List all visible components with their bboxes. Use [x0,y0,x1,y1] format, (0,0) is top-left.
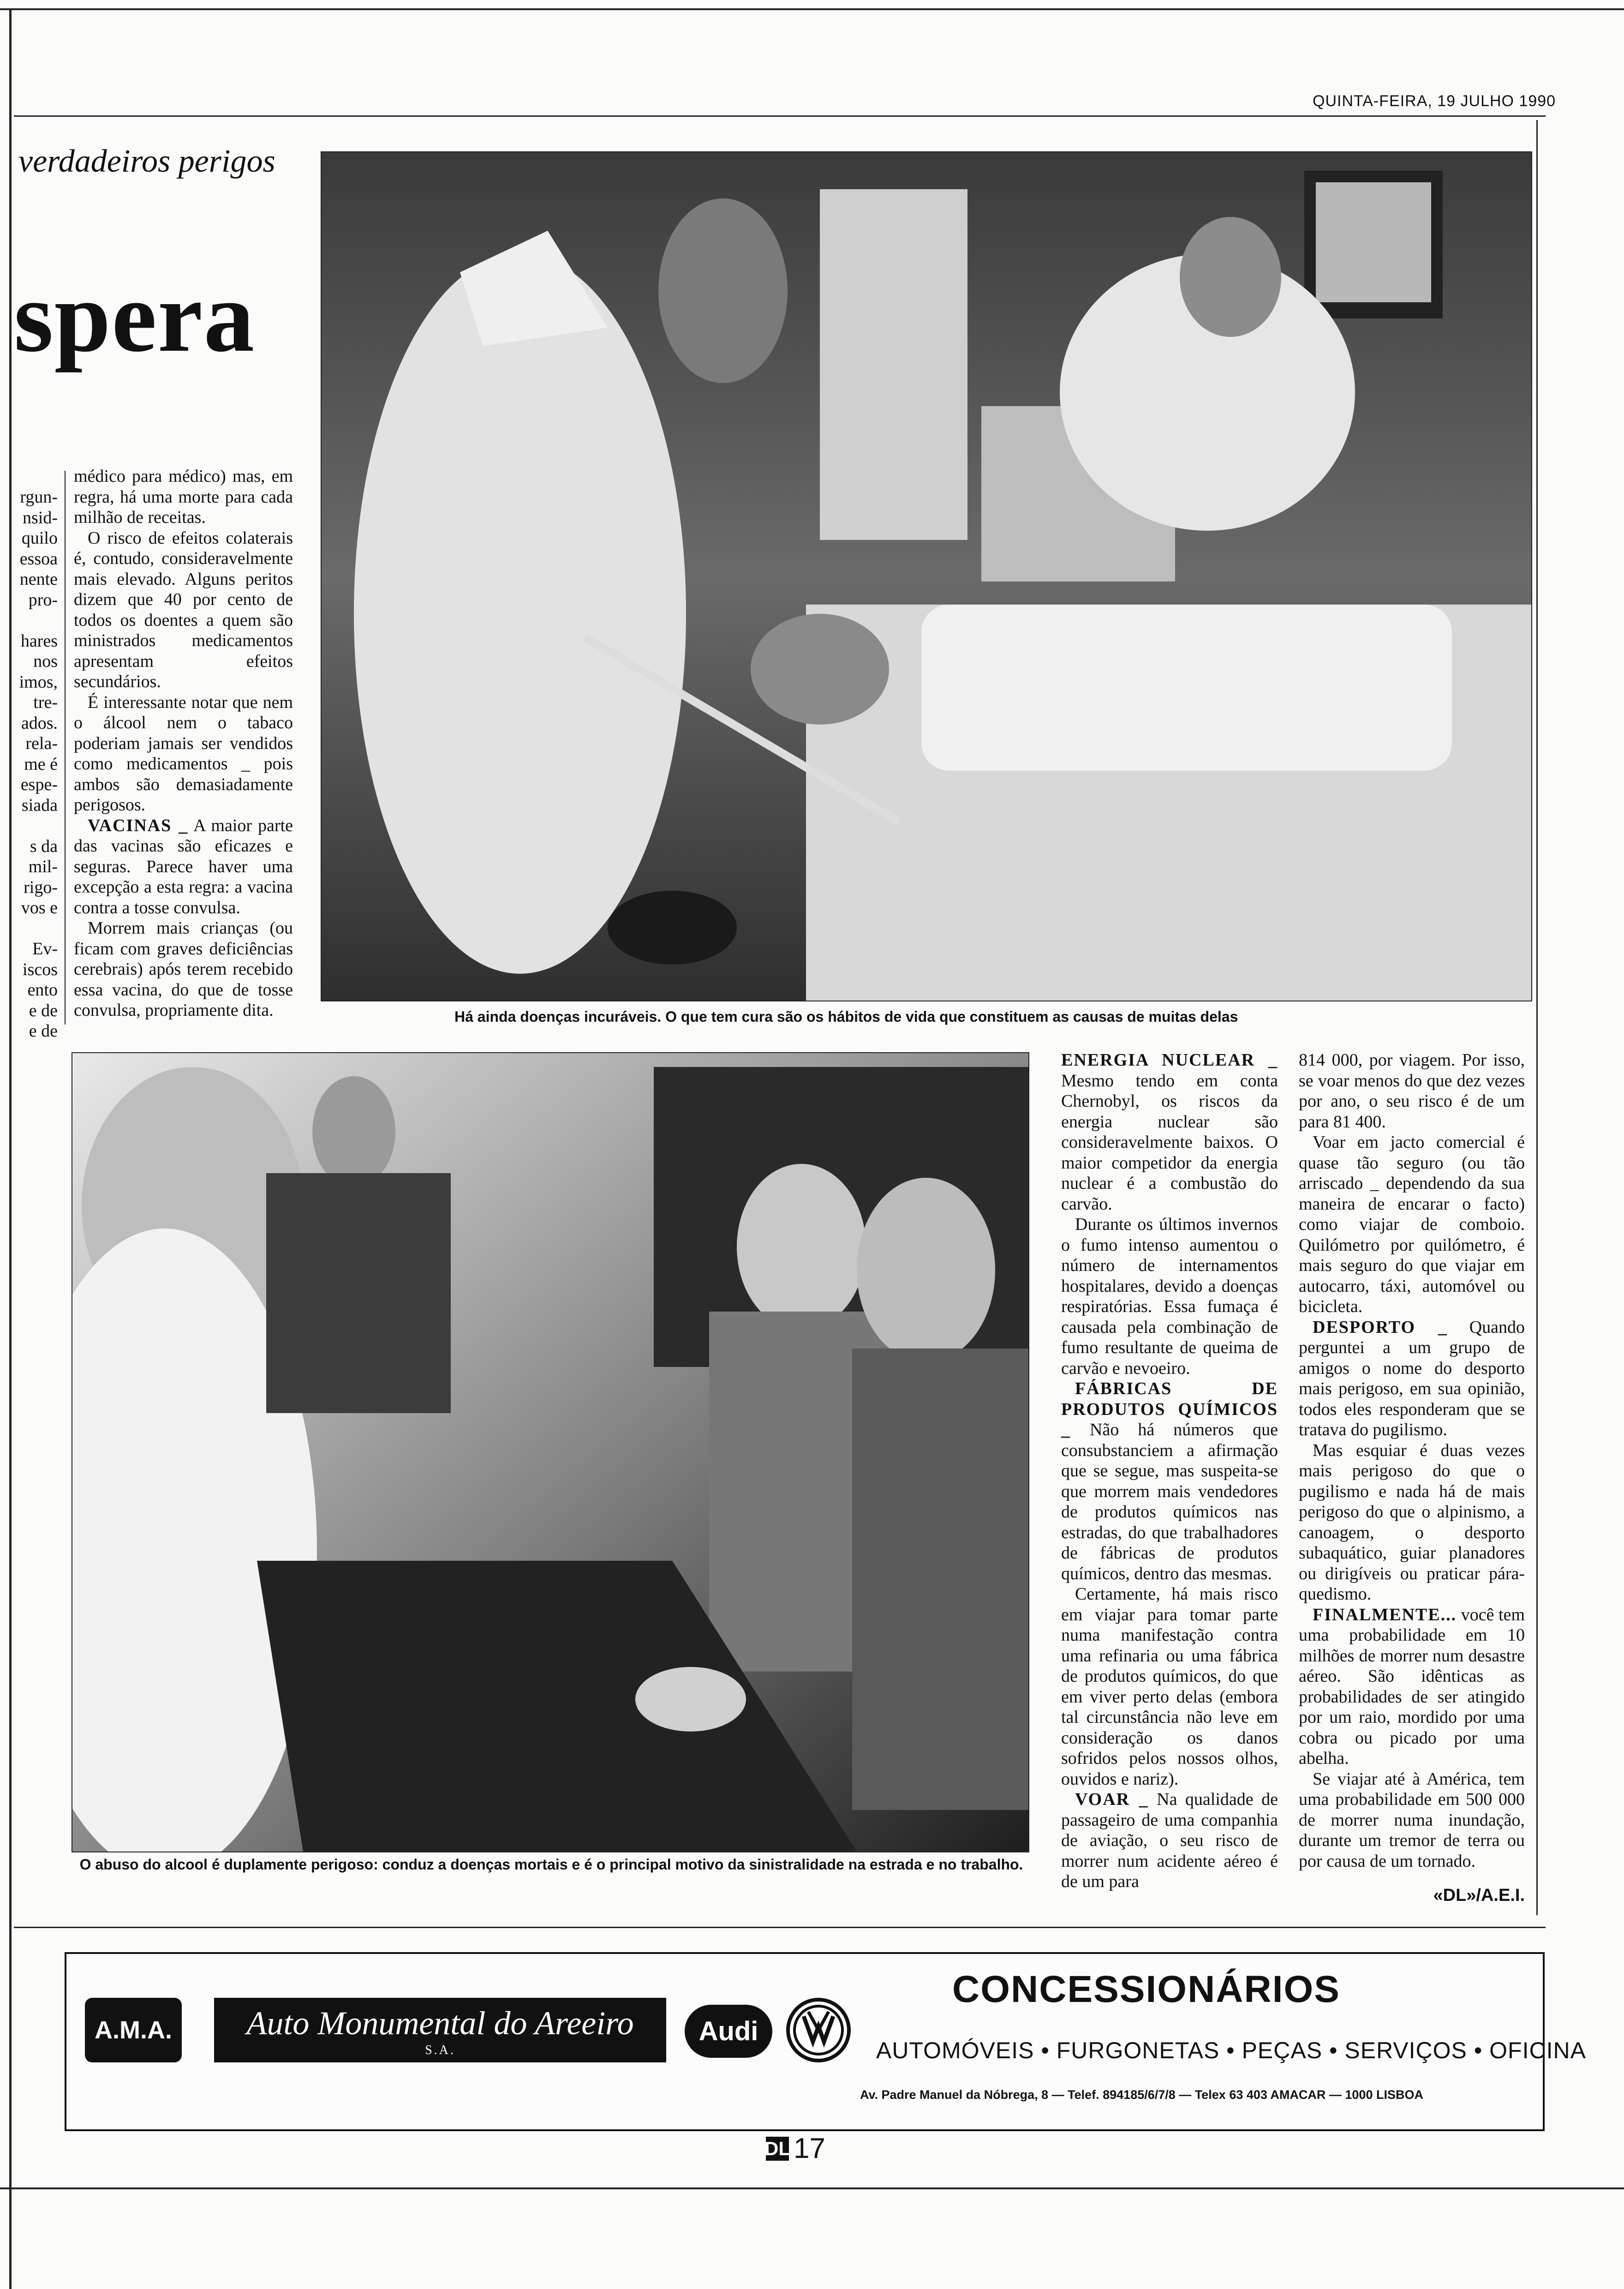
section-text: Não há números que consubstanciem a afirmação que se segue, mas suspeita-se que morrem mais vendedores de produtos químicos nas estradas, do que trabalhadores de fábricas de produtos químicos, dentro das mesmas. [1061,1420,1278,1583]
fragment-line: rigo- [24,877,58,897]
article-kicker: verdadeiros perigos [18,144,275,179]
paragraph: O risco de efeitos colaterais é, contudo, consideravelmente mais elevado. Alguns peritos dizem que 40 por cento de todos os doentes a quem são ministrados medicamentos apresentam efeitos secundários. [74,528,293,691]
fragment-line: e de [29,1001,58,1020]
paragraph: médico para médico) mas, em regra, há uma morte para cada milhão de receitas. [74,467,293,527]
fragment-line: pro- [28,590,58,610]
article-column-3 [1061,1050,1278,1892]
fragment-line: quilo [21,528,58,548]
paragraph: É interessante notar que nem o álcool nem o tabaco poderiam jamais ser vendidos como medicamentos _ pois ambos são demasiadamente perigosos. [74,692,293,815]
fragment-line: hares [20,631,58,651]
section-text: Mesmo tendo em conta Chernobyl, os riscos da energia nuclear são consideravelmente baixos. O maior competidor da energia nuclear é a combustão do carvão. [1061,1071,1278,1214]
audi-logo: Audi [685,2005,772,2058]
fragment-line: rgun- [20,487,58,507]
fragment-line: s da [30,836,58,856]
section-text: você tem uma probabilidade em 10 milhões de morrer num desastre aéreo. São idênticas as probabilidades de ser atingido por um raio, mordido por uma cobra ou picado por uma abelha. [1299,1605,1525,1768]
paragraph: Morrem mais crianças (ou ficam com graves deficiências cerebrais) após terem recebido essa vacina, do que de tosse convulsa, propriamente dita. [74,918,293,1020]
truncated-left-column [14,487,58,1042]
photo-caption: O abuso do alcool é duplamente perigoso: conduz a doenças mortais e é o principal motivo da sinistralidade na estrada e no trabalho. [79,1856,1023,1873]
fragment-line: imos, [19,672,58,692]
bottom-rule [0,2187,1624,2189]
section-text: Na qualidade de passageiro de uma companhia de aviação, o seu risco de morrer num acidente aéreo é de um para [1061,1790,1278,1891]
paragraph: Mas esquiar é duas vezes mais perigoso do que o pugilismo e nada há de mais perigoso do que o alpinismo, a canoagem, o desporto subaquático, guiar planadores ou dirigíveis ou praticar pára-quedismo. [1299,1440,1525,1604]
dealer-name: Auto Monumental do Areeiro [246,2005,634,2042]
article-signature: «DL»/A.E.I. [1433,1886,1525,1905]
fragment-line [14,918,58,939]
paragraph: Se viajar até à América, tem uma probabilidade em 500 000 de morrer numa inundação, durante um tremor de terra ou por causa de um tornado. [1299,1769,1525,1871]
ad-address: Av. Padre Manuel da Nóbrega, 8 — Telef. 894185/6/7/8 — Telex 63 403 AMACAR — 1000 LISBOA [860,2088,1423,2102]
fragment-line: tre- [33,693,58,712]
fragment-line: mil- [28,857,58,876]
vw-logo-icon [786,1998,851,2062]
paragraph [1299,1317,1525,1440]
fragment-line: ento [27,980,58,1000]
page-footer [766,2132,825,2165]
left-gutter-rule [65,471,66,1025]
fragment-line: ados. [21,713,58,733]
paragraph [74,815,293,918]
paragraph: Voar em jacto comercial é quase tão seguro (ou tão arriscado _ dependendo da sua maneira de encarar o facto) como viajar de comboio. Quilómetro por quilómetro, é mais seguro do que viajar em autocarro, táxi, automóvel ou bicicleta. [1299,1133,1525,1316]
fragment-line: nente [19,569,58,589]
fragment-line: rela- [25,734,58,753]
article-column-1 [74,466,293,1021]
fragment-line: me é [24,754,58,774]
fragment-line [14,815,58,836]
fragment-line: nsid- [23,508,58,527]
fragment-line: nos [33,652,58,671]
right-column-rule [1536,120,1538,1915]
paragraph: Durante os últimos invernos o fumo intenso aumentou o número de internamentos hospitalares, devido a doenças respiratórias. Essa fumaça é causada pela combinação de fumo resultante de queima de carvão e nevoeiro. [1061,1215,1278,1378]
section-lead: DESPORTO _ [1313,1317,1448,1337]
hospital-photo [321,151,1532,1001]
section-lead: ENERGIA NUCLEAR _ [1061,1050,1278,1070]
top-rule [0,8,1624,10]
section-lead: VOAR _ [1075,1790,1149,1809]
dealer-suffix: S.A. [425,2043,455,2057]
fragment-line: essoa [19,549,58,569]
dealer-name-banner [214,1998,666,2062]
section-lead: FINALMENTE... [1313,1605,1457,1624]
fragment-line: siada [21,795,58,815]
dl-logo: DL [766,2137,789,2161]
dealer-advertisement [65,1952,1586,2131]
fragment-line: vos e [21,898,58,917]
fragment-line: iscos [23,959,58,979]
paragraph [1299,1605,1525,1769]
paragraph [1061,1050,1278,1214]
paragraph: 814 000, por viagem. Por isso, se voar menos do que dez vezes por ano, o seu risco é de um para 81 400. [1299,1050,1525,1132]
fragment-line: e de [29,1021,58,1041]
fragment-line [14,610,58,631]
section-lead: VACINAS _ [88,815,189,835]
fragment-line: espe- [20,775,58,794]
page-number: 17 [794,2133,825,2164]
photo-caption: Há ainda doenças incuráveis. O que tem cura são os hábitos de vida que constituem as causas de muitas delas [454,1008,1238,1025]
paragraph [1061,1789,1278,1892]
issue-date: QUINTA-FEIRA, 19 JULHO 1990 [1313,92,1556,110]
section-lead: FÁBRICAS DE PRODUTOS QUÍMICOS _ [1061,1379,1278,1439]
article-column-4 [1299,1050,1525,1906]
fragment-line: Ev- [32,939,58,959]
ama-logo: A.M.A. [85,1998,182,2062]
article-headline: spera [14,260,256,373]
ad-title: CONCESSIONÁRIOS [952,1968,1340,2010]
bar-photo [72,1052,1029,1852]
ad-services: AUTOMÓVEIS • FURGONETAS • PEÇAS • SERVIÇOS • OFICINA [876,2037,1586,2063]
header-rule [14,115,1546,117]
paragraph: Certamente, há mais risco em viajar para tomar parte numa manifestação contra uma refinaria ou uma fábrica de produtos químicos, do que em viver perto delas (embora tal circunstância não leve em consideração os danos sofridos pelos nossos olhos, ouvidos e nariz). [1061,1584,1278,1789]
section-text: A maior parte das vacinas são eficazes e seguras. Parece haver uma excepção a esta regra: a vacina contra a tosse convulsa. [74,815,293,917]
ad-separator-rule [14,1927,1546,1928]
left-edge-rule [9,8,12,2289]
paragraph [1061,1378,1278,1584]
section-text: Quando perguntei a um grupo de amigos o nome do desporto mais perigoso, em sua opinião, todos eles responderam que se tratava do pugilismo. [1299,1317,1525,1439]
